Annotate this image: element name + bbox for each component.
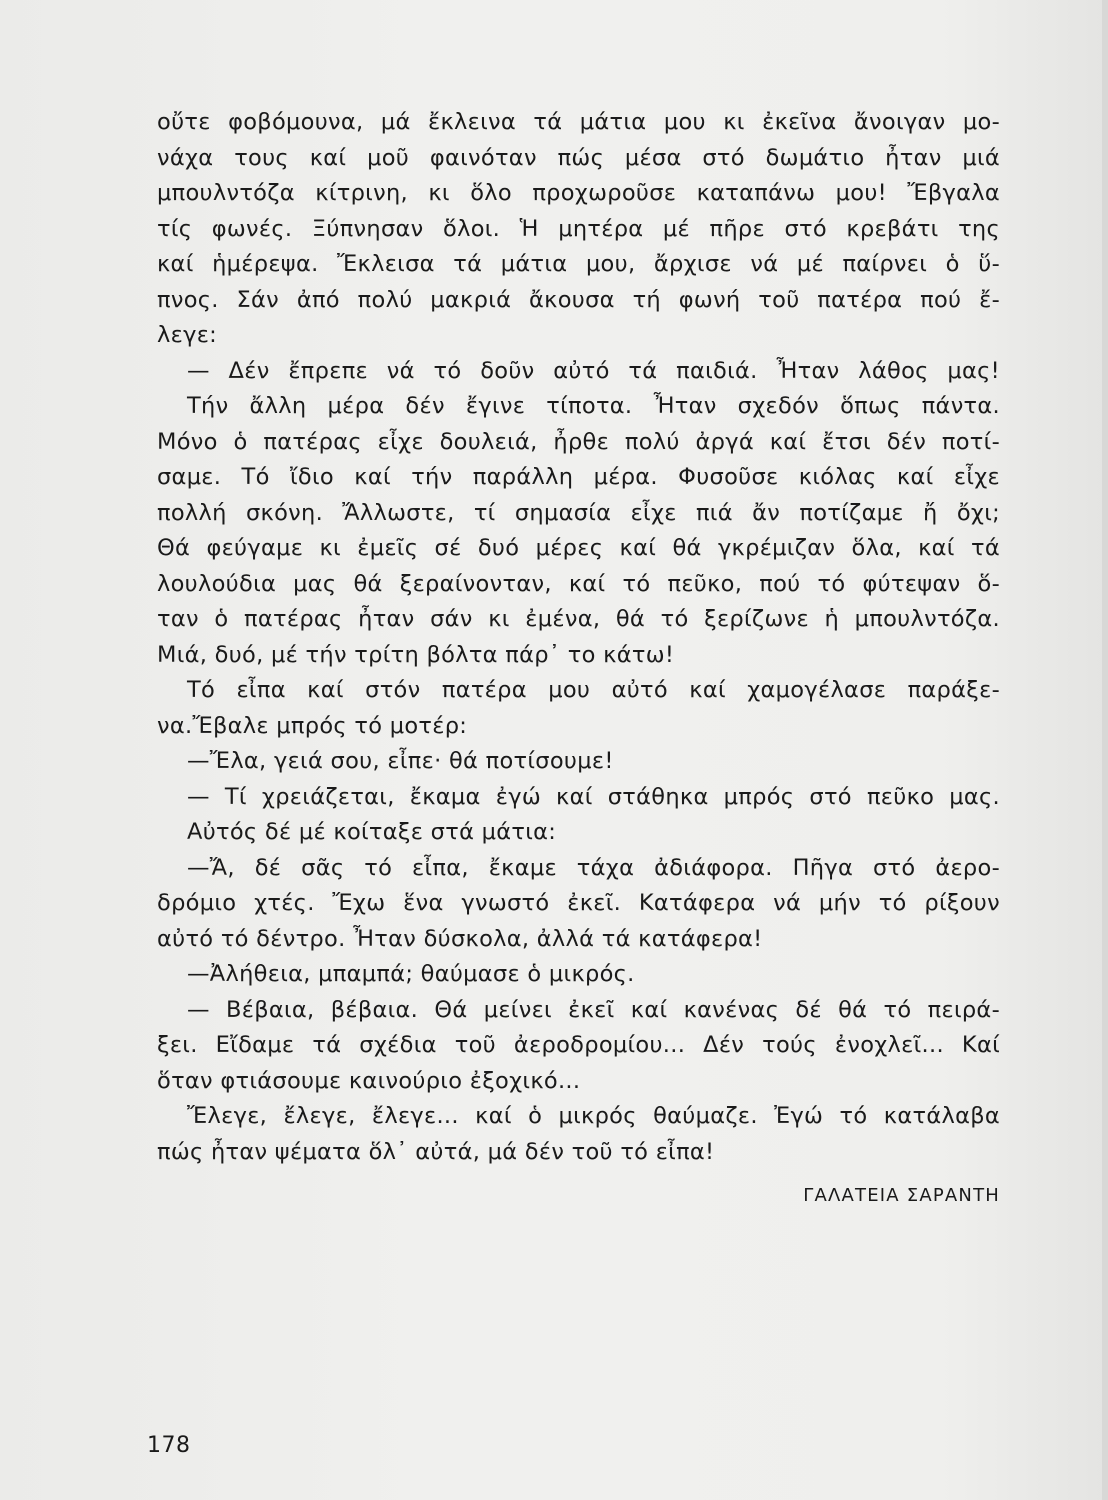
text-line: Αὐτός δέ μέ κοίταξε στά μάτια: (187, 819, 557, 845)
text-line: πνος. Σάν ἀπό πολύ μακριά ἄκουσα τή φωνή τοῦ πατέρα πού ἔ- (157, 286, 1000, 313)
text-line: λεγε: (157, 322, 218, 348)
text-line: Τήν ἄλλη μέρα δέν ἔγινε τίποτα. Ἦταν σχεδόν ὅπως πάντα. (187, 393, 1000, 419)
text-line: — Δέν ἔπρεπε νά τό δοῦν αὐτό τά παιδιά. Ἦταν λάθος μας! (187, 357, 1000, 384)
text-line: —Ἔλα, γειά σου, εἶπε· θά ποτίσουμε! (187, 748, 614, 774)
text-line: μπουλντόζα κίτρινη, κι ὅλο προχωροῦσε καταπάνω μου! Ἔβγαλα (157, 180, 1000, 206)
text-line: —Ἀλήθεια, μπαμπά; θαύμασε ὁ μικρός. (187, 961, 635, 987)
text-line: αὐτό τό δέντρο. Ἦταν δύσκολα, ἀλλά τά κατάφερα! (157, 925, 763, 952)
author-signature: ΓΑΛΑΤΕΙΑ ΣΑΡΑΝΤΗ (803, 1185, 1000, 1206)
text-line: νάχα τους καί μοῦ φαινόταν πώς μέσα στό δωμάτιο ἦταν μιά (157, 144, 1000, 171)
text-line: δρόμιο χτές. Ἔχω ἕνα γνωστό ἐκεῖ. Κατάφερα νά μήν τό ρίξουν (157, 890, 1000, 916)
text-line: Μόνο ὁ πατέρας εἶχε δουλειά, ἦρθε πολύ ἀργά καί ἔτσι δέν ποτί- (157, 428, 1000, 455)
text-line: καί ἡμέρεψα. Ἔκλεισα τά μάτια μου, ἄρχισε νά μέ παίρνει ὁ ὕ- (157, 251, 1000, 277)
story-text (157, 105, 1000, 1170)
text-line: τίς φωνές. Ξύπνησαν ὅλοι. Ἡ μητέρα μέ πῆρε στό κρεβάτι της (157, 215, 1000, 242)
text-line: Ἔλεγε, ἔλεγε, ἔλεγε... καί ὁ μικρός θαύμαζε. Ἐγώ τό κατάλαβα (187, 1103, 1000, 1129)
text-line: πολλή σκόνη. Ἄλλωστε, τί σημασία εἶχε πιά ἄν ποτίζαμε ἤ ὄχι; (157, 499, 1000, 526)
text-line: λουλούδια μας θά ξεραίνονταν, καί τό πεῦκο, πού τό φύτεψαν ὅ- (157, 570, 1000, 597)
text-line: σαμε. Τό ἴδιο καί τήν παράλλη μέρα. Φυσοῦσε κιόλας καί εἶχε (157, 464, 1000, 490)
text-line: ξει. Εἴδαμε τά σχέδια τοῦ ἀεροδρομίου... Δέν τούς ἐνοχλεῖ... Καί (157, 1032, 1000, 1058)
page-edge (1102, 0, 1108, 1500)
text-line: πώς ἦταν ψέματα ὅλ᾿ αὐτά, μά δέν τοῦ τό εἶπα! (157, 1138, 715, 1165)
text-line: Μιά, δυό, μέ τήν τρίτη βόλτα πάρ᾿ το κάτω! (157, 641, 675, 668)
text-line: Τό εἶπα καί στόν πατέρα μου αὐτό καί χαμογέλασε παράξε- (187, 677, 1000, 703)
text-line: ταν ὁ πατέρας ἦταν σάν κι ἐμένα, θά τό ξερίζωνε ἡ μπουλντόζα. (157, 606, 1000, 632)
text-line: ὅταν φτιάσουμε καινούριο ἐξοχικό... (157, 1067, 581, 1094)
text-line: — Βέβαια, βέβαια. Θά μείνει ἐκεῖ καί κανένας δέ θά τό πειρά- (187, 996, 1000, 1023)
text-line: οὔτε φοβόμουνα, μά ἔκλεινα τά μάτια μου κι ἐκεῖνα ἄνοιγαν μο- (157, 109, 1000, 135)
text-line: Θά φεύγαμε κι ἐμεῖς σέ δυό μέρες καί θά γκρέμιζαν ὅλα, καί τά (157, 535, 1000, 561)
text-line: να.Ἔβαλε μπρός τό μοτέρ: (157, 712, 468, 739)
text-line: — Τί χρειάζεται, ἔκαμα ἐγώ καί στάθηκα μπρός στό πεῦκο μας. (187, 783, 1000, 810)
page-number: 178 (147, 1433, 191, 1458)
text-line: —Ἄ, δέ σᾶς τό εἶπα, ἔκαμε τάχα ἀδιάφορα. Πῆγα στό ἀερο- (187, 854, 1000, 881)
